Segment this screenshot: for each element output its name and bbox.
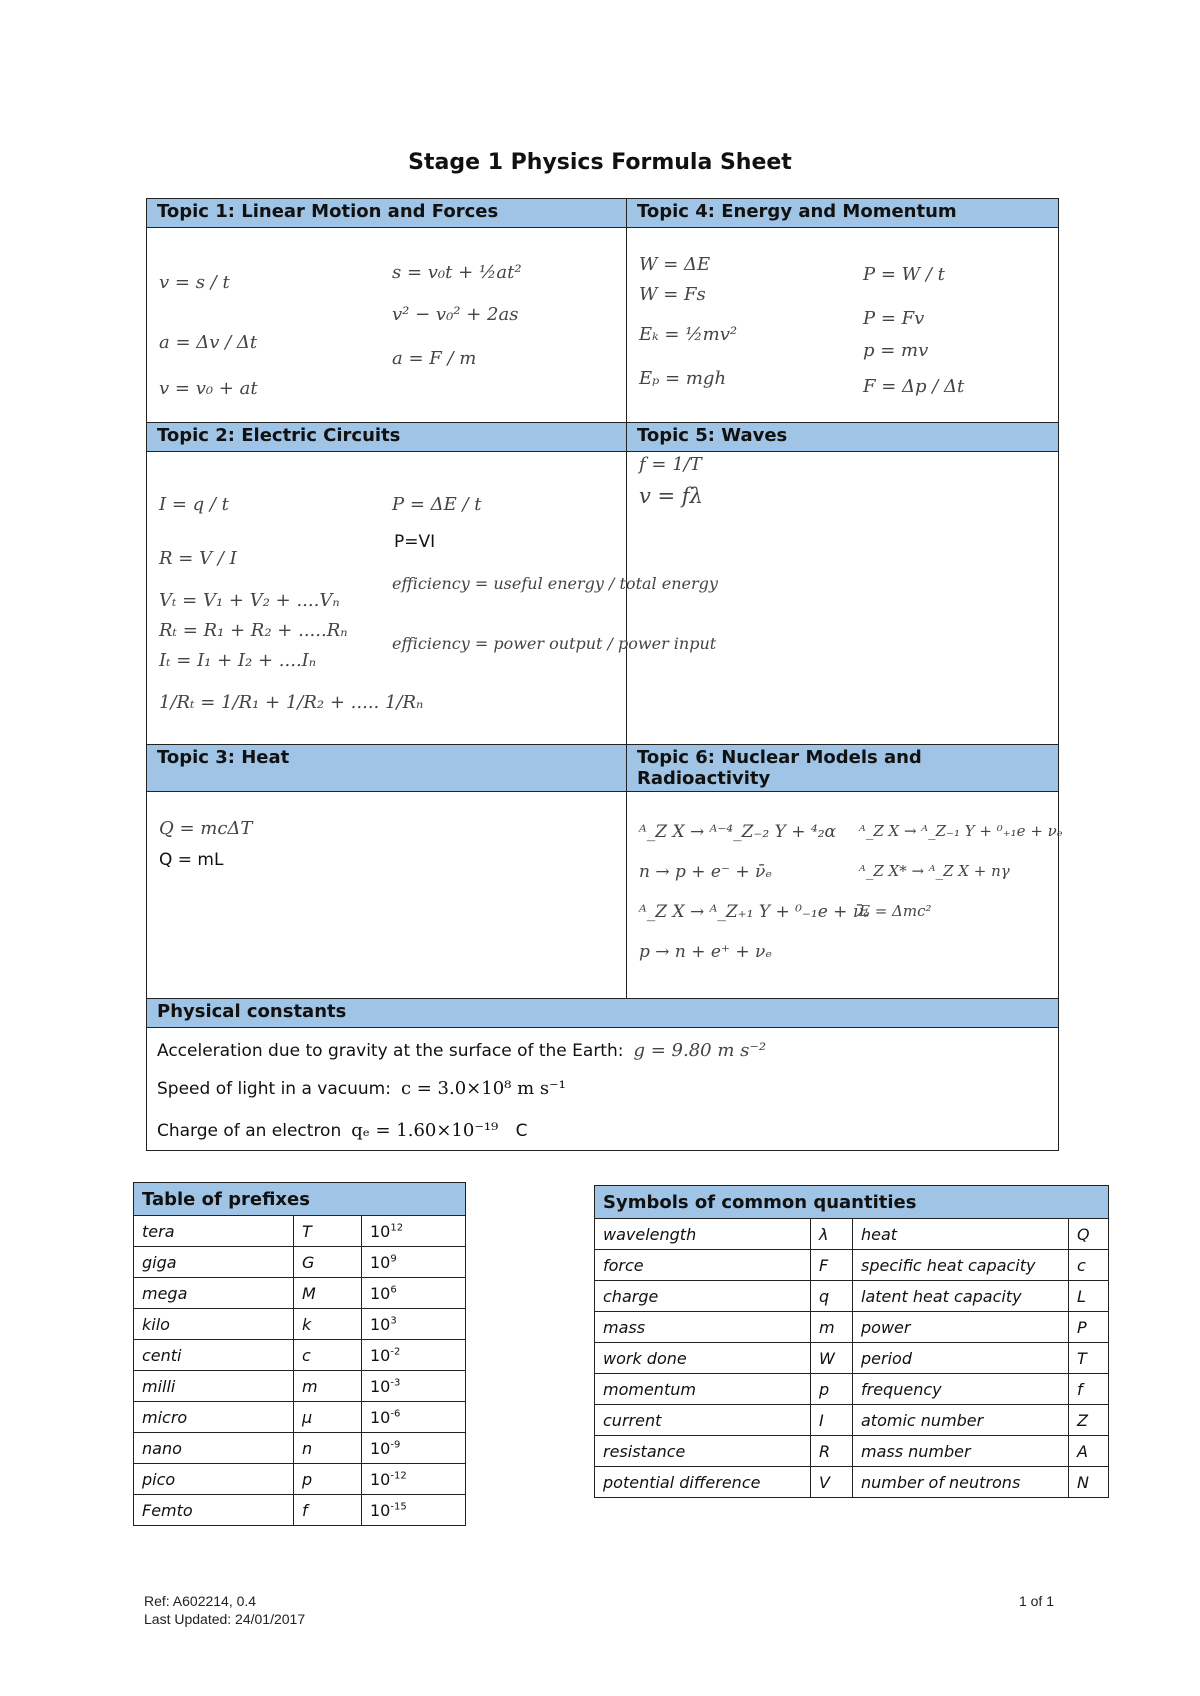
symbol-row [595,1405,1109,1436]
formula: 1/Rₜ = 1/R₁ + 1/R₂ + ..... 1/Rₙ [159,692,424,713]
power-exponent: 6 [390,1284,397,1296]
light-value: c = 3.0×10⁸ m s⁻¹ [400,1078,566,1099]
quantity-symbol: F [811,1250,853,1281]
prefix-row [134,1247,466,1278]
quantity-symbol: I [811,1405,853,1436]
formula: W = Fs [639,284,706,305]
quantity-name: mass [595,1312,811,1343]
symbol-row [595,1436,1109,1467]
formula: P = Fv [863,308,925,329]
prefix-power [362,1433,466,1464]
quantity-name: number of neutrons [853,1467,1069,1498]
quantity-symbol: T [1069,1343,1109,1374]
prefix-symbol: p [294,1464,362,1495]
prefix-power [362,1464,466,1495]
prefix-name: pico [134,1464,294,1495]
quantity-symbol: A [1069,1436,1109,1467]
prefix-row [134,1278,466,1309]
symbol-row [595,1312,1109,1343]
quantity-name: work done [595,1343,811,1374]
power-exponent: -2 [390,1346,401,1358]
formula: efficiency = useful energy / total energy [392,574,718,593]
power-exponent: -3 [390,1377,401,1389]
prefix-symbol: k [294,1309,362,1340]
formula: s = v₀t + ½at² [392,262,522,283]
quantity-name: atomic number [853,1405,1069,1436]
footer-updated: Last Updated: 24/01/2017 [144,1611,306,1627]
topic4-body [627,228,1059,423]
formula: P = ΔE / t [392,494,482,515]
prefix-name: micro [134,1402,294,1433]
formula: P = W / t [863,264,945,285]
formula: n → p + e⁻ + ν̄ₑ [639,862,772,882]
prefix-symbol: G [294,1247,362,1278]
prefix-power [362,1495,466,1526]
topic6-body [627,792,1063,999]
prefix-name: centi [134,1340,294,1371]
formula: v = fλ [639,484,703,508]
prefix-row [134,1433,466,1464]
topic1-header: Topic 1: Linear Motion and Forces [147,199,627,228]
quantity-name: potential difference [595,1467,811,1498]
quantity-name: frequency [853,1374,1069,1405]
quantity-symbol: Z [1069,1405,1109,1436]
topic3-header: Topic 3: Heat [147,745,627,792]
prefix-power [362,1216,466,1247]
prefix-row [134,1402,466,1433]
quantity-symbol: W [811,1343,853,1374]
topic6-header: Topic 6: Nuclear Models and Radioactivity [627,745,1059,792]
page-number: 1 of 1 [1018,1593,1054,1609]
prefix-power [362,1309,466,1340]
quantity-symbol: N [1069,1467,1109,1498]
formula: Eₚ = mgh [639,368,727,389]
prefix-row [134,1371,466,1402]
power-exponent: 12 [390,1222,404,1234]
formula: v = s / t [159,272,230,293]
gravity-label: Acceleration due to gravity at the surface of the Earth: [157,1041,624,1061]
power-base: 10 [370,1252,391,1272]
symbol-row [595,1281,1109,1312]
formula: v = v₀ + at [159,378,258,399]
quantity-name: wavelength [595,1219,811,1250]
power-exponent: 3 [390,1315,397,1327]
quantity-name: latent heat capacity [853,1281,1069,1312]
prefix-power [362,1278,466,1309]
quantity-symbol: R [811,1436,853,1467]
topic1-body [147,228,627,423]
formula: R = V / I [159,548,237,569]
power-base: 10 [370,1283,391,1303]
symbols-table [594,1185,1109,1498]
prefix-power [362,1340,466,1371]
quantity-symbol: L [1069,1281,1109,1312]
quantity-symbol: p [811,1374,853,1405]
prefix-table [133,1182,466,1526]
power-exponent: -9 [390,1439,401,1451]
prefix-symbol: m [294,1371,362,1402]
gravity-constant [157,1040,766,1061]
formula: f = 1/T [639,454,702,475]
formula: a = Δv / Δt [159,332,258,353]
formula-table [146,198,1063,1151]
power-exponent: -12 [390,1470,407,1482]
quantity-symbol: P [1069,1312,1109,1343]
prefix-name: mega [134,1278,294,1309]
quantity-name: power [853,1312,1069,1343]
topic2-header: Topic 2: Electric Circuits [147,423,627,452]
charge-unit: C [515,1121,528,1141]
gravity-value: g = 9.80 m s⁻² [633,1040,767,1061]
prefix-symbol: μ [294,1402,362,1433]
symbol-row [595,1374,1109,1405]
symbol-row [595,1250,1109,1281]
quantity-name: period [853,1343,1069,1374]
quantity-symbol: f [1069,1374,1109,1405]
formula: Q = mL [159,850,224,870]
quantity-name: resistance [595,1436,811,1467]
formula: p = mv [863,340,929,361]
formula: ᴬ_Z X → ᴬ_Z₋₁ Y + ⁰₊₁e + νₑ [859,822,1063,840]
power-base: 10 [370,1314,391,1334]
formula: Iₜ = I₁ + I₂ + ....Iₙ [159,650,317,671]
quantity-symbol: c [1069,1250,1109,1281]
power-base: 10 [370,1376,391,1396]
formula: Eₖ = ½mv² [639,324,738,345]
formula: efficiency = power output / power input [392,634,717,653]
quantity-name: mass number [853,1436,1069,1467]
formula: ᴬ_Z X* → ᴬ_Z X + nγ [859,862,1010,880]
symbol-row [595,1219,1109,1250]
topic5-body [627,452,1059,745]
prefix-row [134,1495,466,1526]
prefix-symbol: f [294,1495,362,1526]
power-base: 10 [370,1469,391,1489]
power-base: 10 [370,1500,391,1520]
prefix-name: Femto [134,1495,294,1526]
quantity-name: heat [853,1219,1069,1250]
symbol-row [595,1343,1109,1374]
quantity-symbol: V [811,1467,853,1498]
formula: I = q / t [159,494,229,515]
symbol-row [595,1467,1109,1498]
constants-header: Physical constants [147,999,1059,1028]
formula: Vₜ = V₁ + V₂ + ....Vₙ [159,590,340,611]
page-title: Stage 1 Physics Formula Sheet [408,150,792,175]
prefix-row [134,1464,466,1495]
formula: v² − v₀² + 2as [392,304,519,325]
formula: ᴬ_Z X → ᴬ⁻⁴_Z₋₂ Y + ⁴₂α [639,822,837,842]
formula: ᴬ_Z X → ᴬ_Z₊₁ Y + ⁰₋₁e + ν̄ₑ [639,902,870,922]
charge-value: qₑ = 1.60×10⁻¹⁹ [351,1120,499,1141]
quantity-symbol: q [811,1281,853,1312]
charge-constant [157,1120,528,1141]
power-base: 10 [370,1438,391,1458]
prefix-symbol: T [294,1216,362,1247]
charge-label: Charge of an electron [157,1121,342,1141]
prefix-row [134,1216,466,1247]
quantity-symbol: m [811,1312,853,1343]
topic5-header: Topic 5: Waves [627,423,1059,452]
quantity-symbol: Q [1069,1219,1109,1250]
quantity-name: force [595,1250,811,1281]
power-exponent: -6 [390,1408,401,1420]
prefix-power [362,1371,466,1402]
quantity-name: specific heat capacity [853,1250,1069,1281]
formula: F = Δp / Δt [863,376,965,397]
constants-body [147,1028,1059,1151]
footer-ref: Ref: A602214, 0.4 [144,1593,257,1609]
formula: P=VI [394,532,436,552]
prefix-table-header: Table of prefixes [134,1183,466,1216]
quantity-name: momentum [595,1374,811,1405]
prefix-name: kilo [134,1309,294,1340]
quantity-name: charge [595,1281,811,1312]
light-constant [157,1078,566,1099]
formula: W = ΔE [639,254,711,275]
formula: E = Δmc² [859,902,932,920]
power-base: 10 [370,1345,391,1365]
symbols-table-header: Symbols of common quantities [595,1186,1109,1219]
prefix-row [134,1309,466,1340]
quantity-symbol: λ [811,1219,853,1250]
prefix-name: nano [134,1433,294,1464]
light-label: Speed of light in a vacuum: [157,1079,391,1099]
power-exponent: 9 [390,1253,397,1265]
prefix-power [362,1402,466,1433]
prefix-power [362,1247,466,1278]
prefix-row [134,1340,466,1371]
topic3-body [147,792,627,999]
formula: Rₜ = R₁ + R₂ + .....Rₙ [159,620,348,641]
formula: Q = mcΔT [159,818,253,839]
prefix-symbol: c [294,1340,362,1371]
prefix-name: giga [134,1247,294,1278]
power-base: 10 [370,1407,391,1427]
power-exponent: -15 [390,1501,407,1513]
topic4-header: Topic 4: Energy and Momentum [627,199,1059,228]
prefix-symbol: M [294,1278,362,1309]
formula: a = F / m [392,348,477,369]
formula: p → n + e⁺ + νₑ [639,942,772,962]
power-base: 10 [370,1221,391,1241]
prefix-symbol: n [294,1433,362,1464]
prefix-name: tera [134,1216,294,1247]
quantity-name: current [595,1405,811,1436]
prefix-name: milli [134,1371,294,1402]
